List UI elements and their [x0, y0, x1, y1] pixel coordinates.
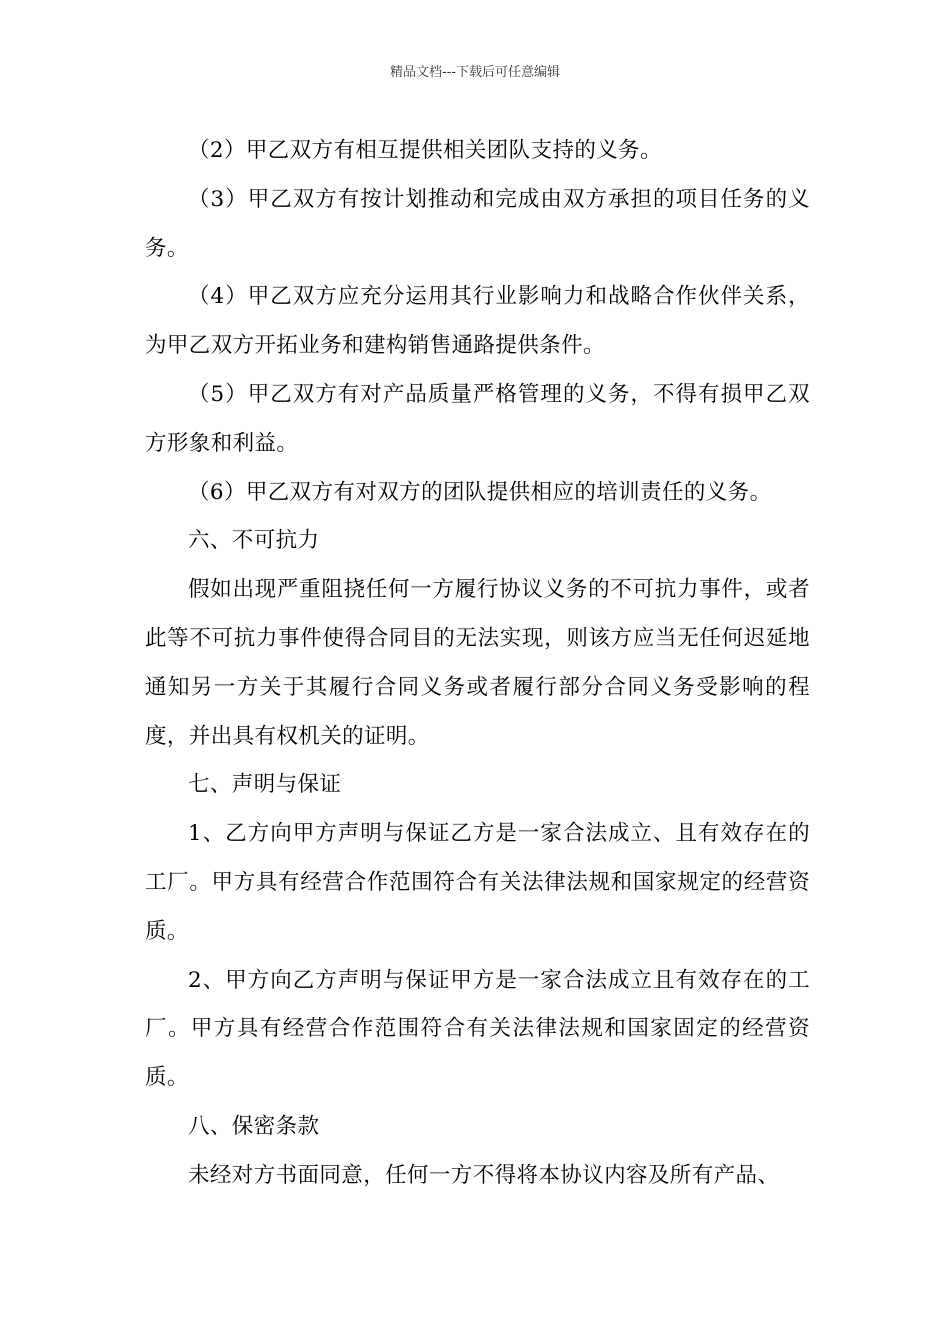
confidentiality-paragraph: 未经对方书面同意，任何一方不得将本协议内容及所有产品、	[188, 1162, 780, 1188]
section-heading-confidentiality: 八、保密条款	[188, 1113, 320, 1139]
obligation-item-4: （4）甲乙双方应充分运用其行业影响力和战略合作伙伴关系，为甲乙双方开拓业务和建构销售通路提供条件。	[145, 284, 810, 359]
obligation-item-3: （3）甲乙双方有按计划推动和完成由双方承担的项目任务的义务。	[145, 186, 810, 261]
section-heading-force-majeure: 六、不可抗力	[188, 528, 320, 554]
obligation-item-6: （6）甲乙双方有对双方的团队提供相应的培训责任的义务。	[188, 479, 772, 505]
representation-item-1: 1、乙方向甲方声明与保证乙方是一家合法成立、且有效存在的工厂。甲方具有经营合作范围符合有关法律法规和国家规定的经营资质。	[145, 821, 810, 944]
page-header: 精品文档---下载后可任意编辑	[389, 65, 561, 80]
document-body	[145, 127, 810, 1201]
force-majeure-paragraph: 假如出现严重阻挠任何一方履行协议义务的不可抗力事件，或者此等不可抗力事件使得合同目的无法实现，则该方应当无任何迟延地通知另一方关于其履行合同义务或者履行部分合同义务受影响的程度，并出具有权机关的证明。	[145, 577, 810, 749]
representation-item-2: 2、甲方向乙方声明与保证甲方是一家合法成立且有效存在的工厂。甲方具有经营合作范围符合有关法律法规和国家固定的经营资质。	[145, 967, 810, 1091]
obligation-item-2: （2）甲乙双方有相互提供相关团队支持的义务。	[188, 138, 662, 163]
section-heading-representations: 七、声明与保证	[188, 772, 342, 798]
obligation-item-5: （5）甲乙双方有对产品质量严格管理的义务，不得有损甲乙双方形象和利益。	[145, 381, 810, 456]
